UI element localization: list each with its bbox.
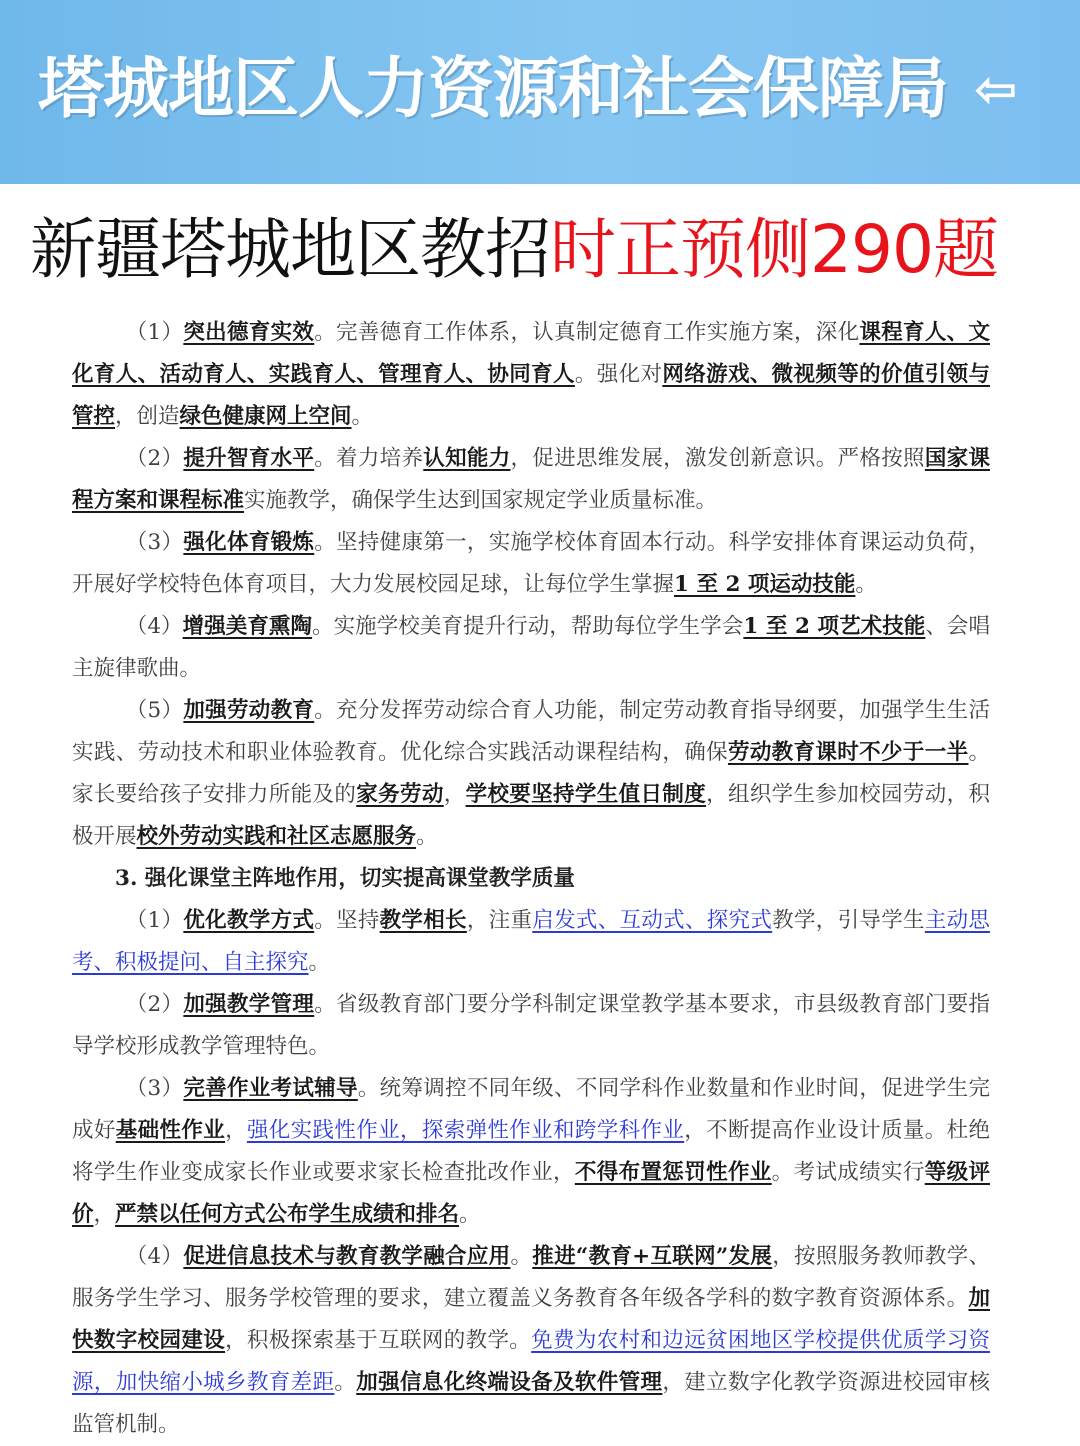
body-text: ，促进思维发展，激发创新意识。严格按照 xyxy=(510,446,925,471)
key-phrase: 严禁以任何方式公布学生成绩和排名 xyxy=(115,1202,460,1227)
key-phrase: 不得布置惩罚性作业 xyxy=(574,1160,772,1185)
document-body xyxy=(72,312,990,1446)
item-number: （4） xyxy=(125,614,183,639)
paragraph-teaching-management xyxy=(72,984,990,1068)
item-heading: 加强教学管理 xyxy=(183,992,315,1017)
body-text: 、会唱主旋律歌曲。 xyxy=(72,614,990,681)
key-phrase: 劳动教育课时不少于一半 xyxy=(727,740,969,765)
body-text: ，积极探索基于互联网的教学。 xyxy=(225,1328,532,1353)
item-heading: 突出德育实效 xyxy=(183,320,315,345)
body-text: 。考试成绩实行 xyxy=(771,1160,925,1185)
page-title xyxy=(30,200,1080,300)
body-text: 。家长要给孩子安排力所能及的 xyxy=(72,740,990,807)
item-number: （3） xyxy=(125,530,184,555)
item-heading: 优化教学方式 xyxy=(183,908,315,933)
body-text: ，注重 xyxy=(466,908,533,933)
bureau-title: 塔城地区人力资源和社会保障局 xyxy=(38,50,948,127)
highlight-phrase: 主动思考、积极提问、自主探究 xyxy=(72,908,990,975)
header-banner xyxy=(0,0,1080,184)
key-phrase: 教学相长 xyxy=(379,908,467,933)
item-heading: 促进信息技术与教育教学融合应用 xyxy=(183,1244,511,1269)
body-text: ，组织学生参加校园劳动，积极开展 xyxy=(72,782,990,849)
body-text: 。充分发挥劳动综合育人功能，制定劳动教育指导纲要，加强学生生活实践、劳动技术和职业体验教育。优化综合实践活动课程结构，确保 xyxy=(72,698,990,765)
item-heading: 完善作业考试辅导 xyxy=(183,1076,358,1101)
page-title-black: 新疆塔城地区教招 xyxy=(30,211,550,288)
body-text: ， xyxy=(225,1118,247,1143)
paragraph-homework xyxy=(72,1068,990,1236)
item-heading: 强化体育锻炼 xyxy=(183,530,315,555)
key-phrase: 家务劳动 xyxy=(356,782,444,807)
body-text: 。 xyxy=(510,1244,533,1269)
key-phrase: 加快数字校园建设 xyxy=(72,1286,990,1353)
key-phrase: 1 至 2 项运动技能 xyxy=(674,572,856,597)
key-phrase: 加强信息化终端设备及软件管理 xyxy=(356,1370,663,1395)
item-number: （5） xyxy=(125,698,184,723)
paragraph-teaching-methods xyxy=(72,900,990,984)
paragraph-labor-education xyxy=(72,690,990,858)
left-arrow-icon: ⇦ xyxy=(974,60,1018,120)
section-heading: 3. 强化课堂主阵地作用，切实提高课堂教学质量 xyxy=(115,866,575,891)
body-text: ，按照服务教师教学、服务学生学习、服务学校管理的要求，建立覆盖义务教育各年级各学科的数字教育资源体系。 xyxy=(72,1244,990,1311)
paragraph-intellectual-education xyxy=(72,438,990,522)
body-text: 。统筹调控不同年级、不同学科作业数量和作业时间，促进学生完成好 xyxy=(72,1076,990,1143)
key-phrase: 1 至 2 项艺术技能 xyxy=(743,614,926,639)
key-phrase: 网络游戏、微视频等的价值引领与管控 xyxy=(72,362,990,429)
body-text: ，建立数字化教学资源进校园审核监管机制。 xyxy=(72,1370,990,1437)
item-number: （2） xyxy=(125,992,184,1017)
item-number: （3） xyxy=(125,1076,184,1101)
page-title-red: 时正预侧290题 xyxy=(550,211,998,288)
body-text: ， xyxy=(443,782,466,807)
item-number: （1） xyxy=(125,908,184,933)
item-heading: 提升智育水平 xyxy=(183,446,315,471)
item-number: （1） xyxy=(125,320,184,345)
key-phrase: 等级评价 xyxy=(72,1160,990,1227)
body-text: 。坚持 xyxy=(314,908,380,933)
highlight-phrase: 免费为农村和边远贫困地区学校提供优质学习资源，加快缩小城乡教育差距 xyxy=(72,1328,990,1395)
body-text: ，不断提高作业设计质量。杜绝将学生作业变成家长作业或要求家长检查批改作业， xyxy=(72,1118,990,1185)
item-number: （4） xyxy=(125,1244,184,1269)
body-text: 。 xyxy=(416,824,438,849)
body-text: 。 xyxy=(855,572,877,597)
item-heading: 增强美育熏陶 xyxy=(182,614,313,639)
key-phrase: 课程育人、文化育人、活动育人、实践育人、管理育人、协同育人 xyxy=(72,320,990,387)
body-text: 。强化对 xyxy=(574,362,663,387)
key-phrase: 认知能力 xyxy=(423,446,511,471)
body-text: 。完善德育工作体系，认真制定德育工作实施方案，深化 xyxy=(314,320,860,345)
highlight-phrase: 启发式、互动式、探究式 xyxy=(532,908,773,933)
paragraph-moral-education xyxy=(72,312,990,438)
body-text: 。实施学校美育提升行动，帮助每位学生学会 xyxy=(312,614,744,639)
body-text: 。坚持健康第一，实施学校体育固本行动。科学安排体育课运动负荷，开展好学校特色体育项目，大力发展校园足球，让每位学生掌握 xyxy=(72,530,990,597)
body-text: 。 xyxy=(459,1202,481,1227)
key-phrase: 绿色健康网上空间 xyxy=(179,404,352,429)
key-phrase: 基础性作业 xyxy=(115,1118,226,1143)
item-number: （2） xyxy=(125,446,184,471)
body-text: 。 xyxy=(308,950,331,975)
paragraph-physical-education xyxy=(72,522,990,606)
item-heading: 加强劳动教育 xyxy=(183,698,315,723)
body-text: ， xyxy=(93,1202,116,1227)
key-phrase: 学校要坚持学生值日制度 xyxy=(465,782,707,807)
key-phrase: 国家课程方案和课程标准 xyxy=(72,446,990,513)
body-text: ，创造 xyxy=(115,404,180,429)
body-text: 。着力培养 xyxy=(314,446,424,471)
body-text: 。 xyxy=(351,404,374,429)
body-text: 实施教学，确保学生达到国家规定学业质量标准。 xyxy=(244,488,718,513)
body-text: 。省级教育部门要分学科制定课堂教学基本要求，市县级教育部门要指导学校形成教学管理特色。 xyxy=(72,992,990,1059)
paragraph-information-technology xyxy=(72,1236,990,1446)
paragraph-aesthetic-education xyxy=(72,606,990,690)
body-text: 教学，引导学生 xyxy=(772,908,925,933)
body-text: 。 xyxy=(334,1370,357,1395)
highlight-phrase: 强化实践性作业，探索弹性作业和跨学科作业 xyxy=(246,1118,685,1143)
key-phrase: 推进“教育+互联网”发展 xyxy=(532,1244,773,1269)
key-phrase: 校外劳动实践和社区志愿服务 xyxy=(136,824,417,849)
